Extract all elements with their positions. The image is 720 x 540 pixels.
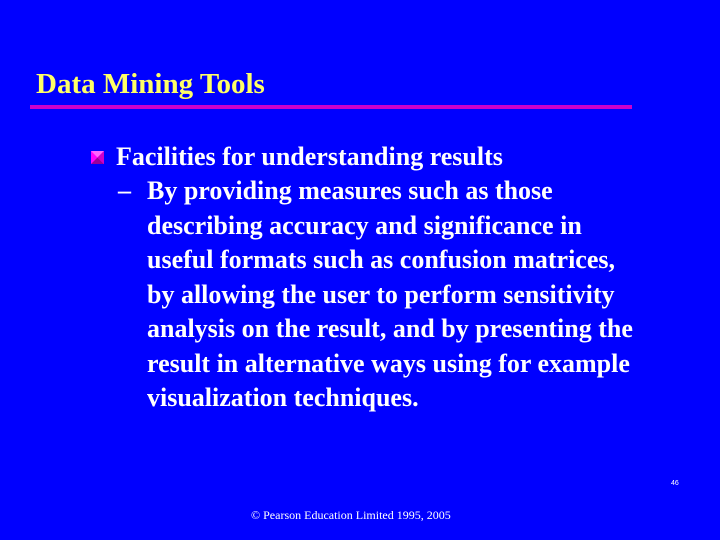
slide-title: Data Mining Tools — [36, 68, 265, 100]
title-underline-divider — [30, 105, 632, 109]
sub-bullet-line: analysis on the result, and by presenting the — [147, 314, 633, 343]
sub-bullet-line — [118, 174, 698, 209]
sub-bullet-line: useful formats such as confusion matrices, — [147, 245, 615, 274]
sub-bullet-block — [118, 174, 698, 416]
sub-bullet-line: visualization techniques. — [147, 383, 419, 412]
copyright-footer: © Pearson Education Limited 1995, 2005 — [251, 508, 451, 522]
diamond-bullet-icon — [91, 151, 104, 164]
sub-bullet-text: By providing measures such as those — [147, 176, 553, 205]
sub-bullet-line: by allowing the user to perform sensitivity — [147, 279, 615, 309]
bullet-text: Facilities for understanding results — [116, 142, 503, 171]
sub-bullet-line: result in alternative ways using for example — [147, 348, 630, 378]
page-number: 46 — [671, 480, 679, 487]
bullet-item — [91, 140, 503, 174]
sub-bullet-line: describing accuracy and significance in — [147, 210, 582, 240]
dash-marker: – — [118, 176, 131, 205]
